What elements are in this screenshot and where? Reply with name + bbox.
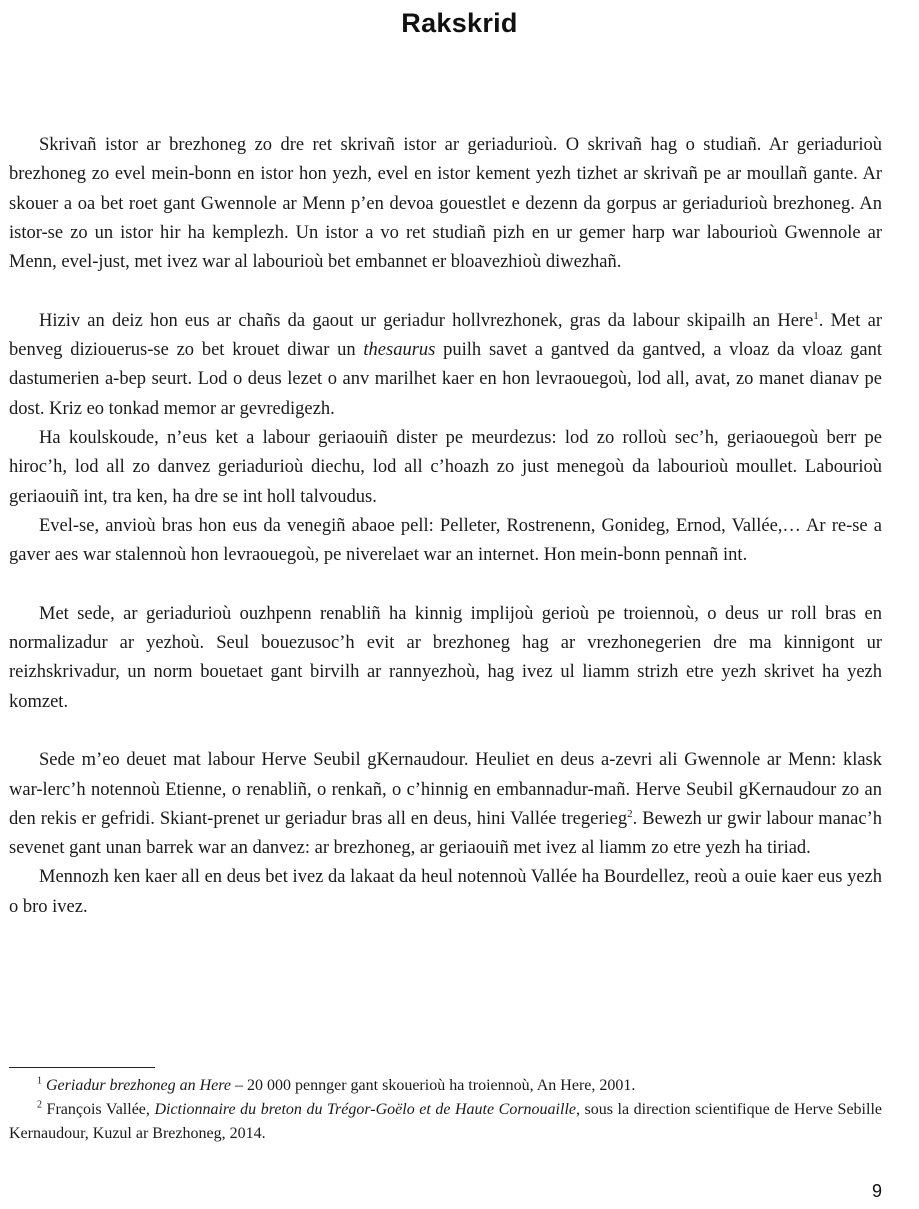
footnote-separator — [9, 1067, 155, 1068]
paragraph-2: Hiziv an deiz hon eus ar chañs da gaout ur geriadur hollvrezhonek, gras da labour skipailh an Here$^1$. Met ar benveg diziouerus-se zo bet krouet diwar un thesaurus puilh savet a gantved da gantved, a vloaz da vloaz gant dastumerien a-bep seurt. Lod o deus lezet o anv marilhet kaer en hon levraouegoù, lod all, avat, zo manet dianav pe dost. Kriz eo tonkad memor ar gevredigezh. — [9, 309, 882, 419]
paragraph-4: Evel-se, anvioù bras hon eus da venegiñ abaoe pell: Pelleter, Rostrenenn, Gonideg, Ernod, Vallée,… Ar re-se a gaver aes war stalennoù hon levraouegoù, pe niverelaet war an internet. Hon mein-bonn pennañ int. — [9, 515, 882, 566]
chapter-title: Rakskrid — [401, 8, 518, 38]
paragraph-5: Met sede, ar geriadurioù ouzhpenn renabliñ ha kinnig implijoù gerioù pe troiennoù, o deus ur roll bras en normalizadur ar yezhoù. Seul bouezusoc’h evit ar brezhoneg hag ar vrezhonegerien dre ma kinnigont ur reizhskrivadur, un norm bouetaet gant birvilh ar rannyezhoù, hag ivez ul liamm strizh etre yezh skrivet ha yezh komzet. — [9, 603, 882, 712]
paragraph-6: Sede m’eo deuet mat labour Herve Seubil gKernaudour. Heuliet en deus a-zevri ali Gwennole ar Menn: klask war-lerc’h notennoù Etienne, o renabliñ, o renkañ, o c’hinnig en embannadur-mañ. Herve Seubil gKernaudour zo an den rekis er gefridi. Skiant-prenet ur geriadur bras all en deus, hini Vallée tregerieg$^2$. Bewezh ur gwir labour manac’h sevenet gant unan barrek war an danvez: ar brezhoneg, ar geriaouiñ met ivez al liamm zo etre yezh ha tiriad. — [9, 750, 882, 859]
page-number: 9 — [871, 1181, 882, 1201]
paragraph-3: Ha koulskoude, n’eus ket a labour geriaouiñ dister pe meurdezus: lod zo rolloù sec’h, geriaouegoù berr pe hiroc’h, lod all zo danvez geriadurioù diechu, lod all c’hoazh zo just menegoù da labourioù moullet. Labourioù geriaouiñ int, tra ken, ha dre se int holl talvoudus. — [9, 427, 882, 507]
paragraph-7: Mennozh ken kaer all en deus bet ivez da lakaat da heul notennoù Vallée ha Bourdellez, reoù a ouie kaer eus yezh o bro ivez. — [9, 867, 882, 917]
footnote-ref-2[interactable]: 2 — [627, 807, 633, 820]
body-text — [9, 131, 882, 922]
footnote-ref-1[interactable]: 1 — [813, 309, 819, 322]
paragraph-1: Skrivañ istor ar brezhoneg zo dre ret skrivañ istor ar geriadurioù. O skrivañ hag o studiañ. Ar geriadurioù brezhoneg zo evel mein-bonn en istor hon yezh, evel en istor kement yezh tizhet ar skrivañ pe ar moullañ gante. Ar skouer a oa bet roet gant Gwennole ar Menn p’en devoa gouestlet e dezenn da gorpus ar geriadurioù brezhoneg. An istor-se zo un istor hir ha kemplezh. Un istor a vo ret studiañ pizh en ur gemer harp war labourioù Gwennole ar Menn, evel-just, met ivez war al labourioù bet embannet er bloavezhioù diwezhañ. — [9, 135, 882, 273]
footnotes — [9, 1074, 882, 1146]
footnote-2: $^2$ François Vallée, Dictionnaire du breton du Trégor-Goëlo et de Haute Cornouaille, sous la direction scientifique de Herve Sebille Kernaudour, Kuzul ar Brezhoneg, 2014. — [9, 1099, 882, 1142]
footnote-1: $^1$ Geriadur brezhoneg an Here – 20 000 pennger gant skouerioù ha troiennoù, An Here, 2001. — [37, 1075, 636, 1094]
